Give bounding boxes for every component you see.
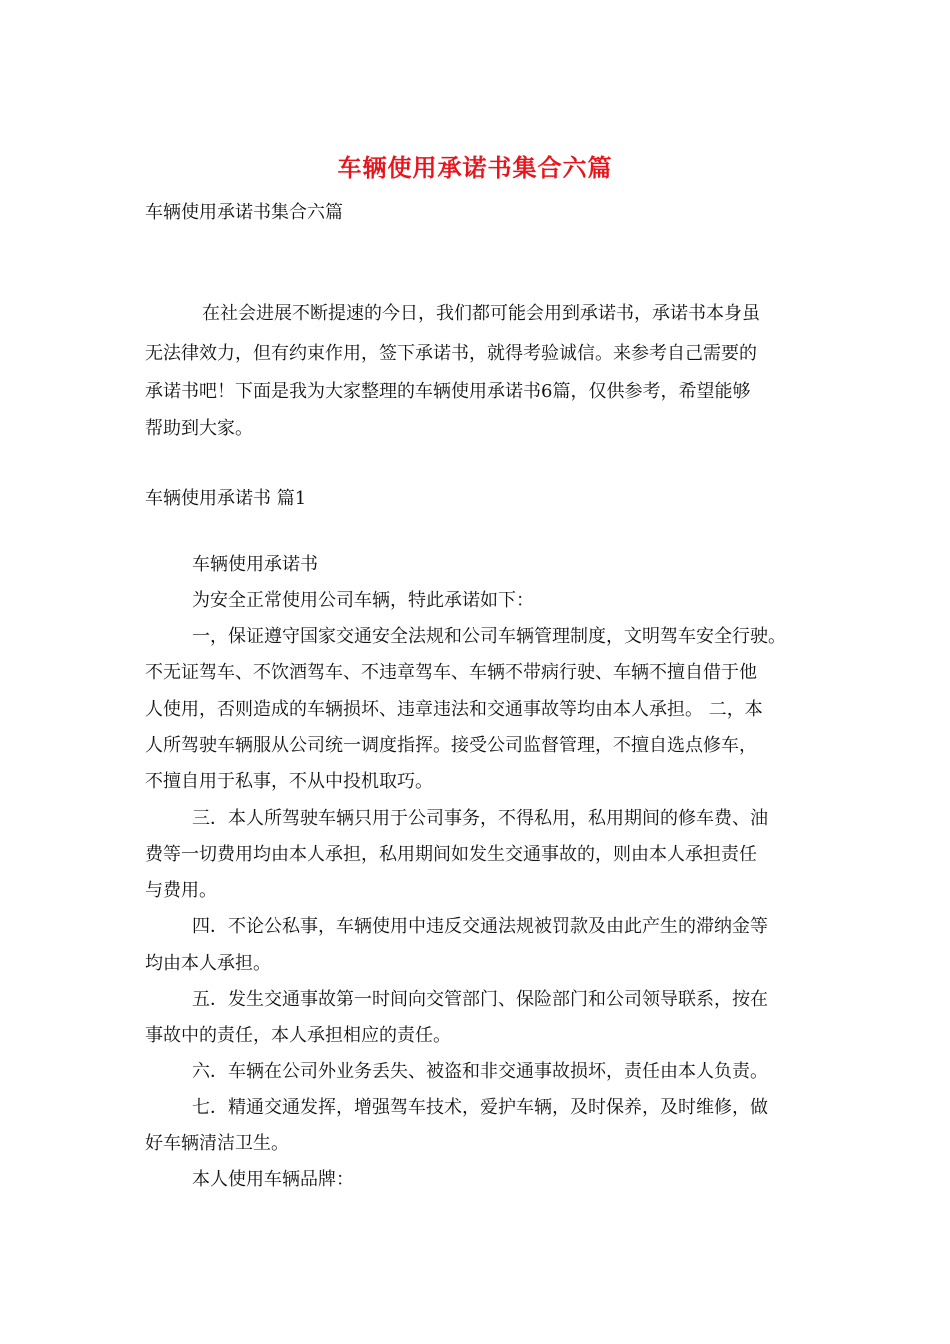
intro-line: 承诺书吧！下面是我为大家整理的车辆使用承诺书6篇，仅供参考，希望能够	[145, 381, 751, 402]
body-line: 好车辆清洁卫生。	[145, 1133, 289, 1154]
body-line: 人所驾驶车辆服从公司统一调度指挥。接受公司监督管理，不擅自选点修车，	[145, 735, 757, 756]
document-title: 车辆使用承诺书集合六篇	[337, 153, 613, 182]
body-line: 与费用。	[145, 880, 217, 901]
intro-line: 在社会进展不断提速的今日，我们都可能会用到承诺书，承诺书本身虽	[202, 303, 760, 324]
body-line: 不擅自用于私事，不从中投机取巧。	[145, 771, 433, 792]
body-line: 四．不论公私事，车辆使用中违反交通法规被罚款及由此产生的滞纳金等	[192, 916, 768, 937]
section-heading: 车辆使用承诺书 篇1	[145, 488, 307, 509]
body-line: 五．发生交通事故第一时间向交管部门、保险部门和公司领导联系，按在	[192, 989, 768, 1010]
body-line: 为安全正常使用公司车辆，特此承诺如下：	[192, 590, 534, 611]
body-line: 均由本人承担。	[145, 953, 271, 974]
intro-line: 无法律效力，但有约束作用，签下承诺书，就得考验诚信。来参考自己需要的	[145, 343, 757, 364]
document-subtitle: 车辆使用承诺书集合六篇	[145, 202, 343, 223]
body-line: 三．本人所驾驶车辆只用于公司事务，不得私用，私用期间的修车费、油	[192, 808, 768, 829]
body-line: 事故中的责任，本人承担相应的责任。	[145, 1025, 451, 1046]
body-line: 不无证驾车、不饮酒驾车、不违章驾车、车辆不带病行驶、车辆不擅自借于他	[145, 662, 757, 683]
body-line: 车辆使用承诺书	[192, 554, 318, 575]
body-line: 本人使用车辆品牌：	[192, 1169, 354, 1190]
intro-line: 帮助到大家。	[145, 418, 253, 439]
body-line: 七．精通交通发挥，增强驾车技术，爱护车辆，及时保养，及时维修，做	[192, 1097, 768, 1118]
body-line: 六．车辆在公司外业务丢失、被盗和非交通事故损坏，责任由本人负责。	[192, 1061, 768, 1082]
body-line: 费等一切费用均由本人承担，私用期间如发生交通事故的，则由本人承担责任	[145, 844, 757, 865]
body-line: 人使用，否则造成的车辆损坏、违章违法和交通事故等均由本人承担。 二，本	[145, 699, 763, 720]
body-line: 一，保证遵守国家交通安全法规和公司车辆管理制度，文明驾车安全行驶。	[192, 626, 786, 647]
